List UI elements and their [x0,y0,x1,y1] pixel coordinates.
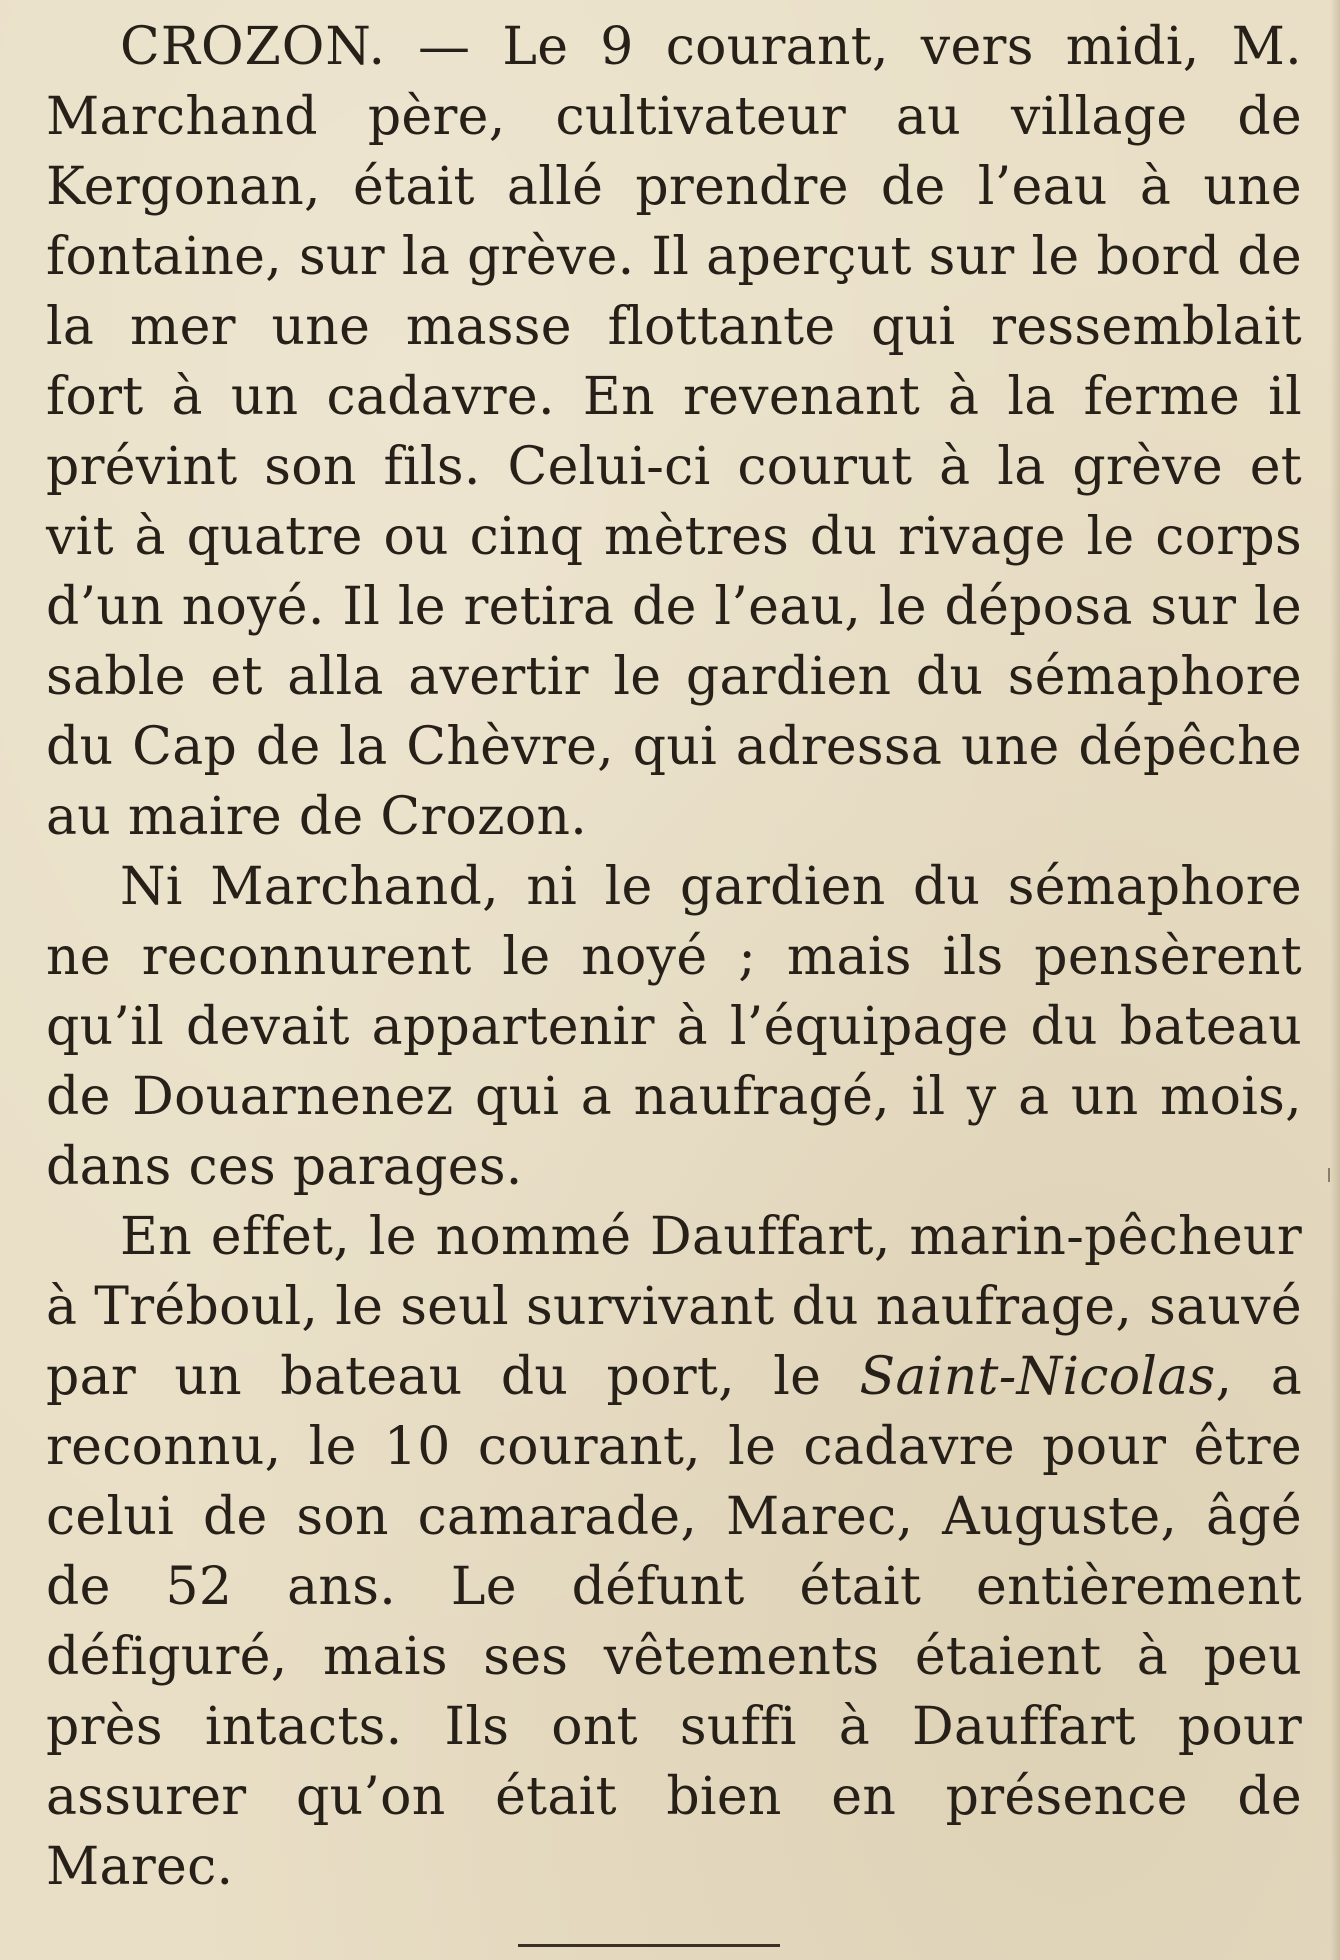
paragraph-3-text-before: En effet, le nommé Dauffart, marin-pêcheur à Tréboul, le seul survivant du naufrage, sauvé par un bateau du port, le [46,1207,1302,1407]
paragraph-2-text: Ni Marchand, ni le gardien du sémaphore ne reconnurent le noyé ; mais ils pensèrent qu’il devait appartenir à l’équipage du bateau de Douarnenez qui a naufragé, il y a un mois, dans ces parages. [46,857,1302,1197]
ship-name: Saint-Nicolas [859,1347,1216,1407]
article-paragraph-3 [46,1202,1302,1902]
article-paragraph-2 [46,852,1302,1202]
article-dateline: CROZON. [120,17,387,77]
article-paragraph-1 [46,12,1302,852]
paragraph-1-text: — Le 9 courant, vers midi, M. Marchand père, cultivateur au village de Kergonan, était allé prendre de l’eau à une fontaine, sur la grève. Il aperçut sur le bord de la mer une masse flottante qui ressemblait fort à un cadavre. En revenant à la ferme il prévint son fils. Celui-ci courut à la grève et vit à quatre ou cinq mètres du rivage le corps d’un noyé. Il le retira de l’eau, le déposa sur le sable et alla avertir le gardien du sémaphore du Cap de la Chèvre, qui adressa une dépêche au maire de Crozon. [46,17,1302,847]
page-edge-shadow [1330,0,1340,1960]
article-column [46,12,1302,1902]
paragraph-3-text-after: , a reconnu, le 10 courant, le cadavre pour être celui de son camarade, Marec, Auguste, âgé de 52 ans. Le défunt était entièrement défiguré, mais ses vêtements étaient à peu près intacts. Ils ont suffi à Dauffart pour assurer qu’on était bien en présence de Marec. [46,1347,1302,1897]
closing-rule [518,1944,780,1947]
